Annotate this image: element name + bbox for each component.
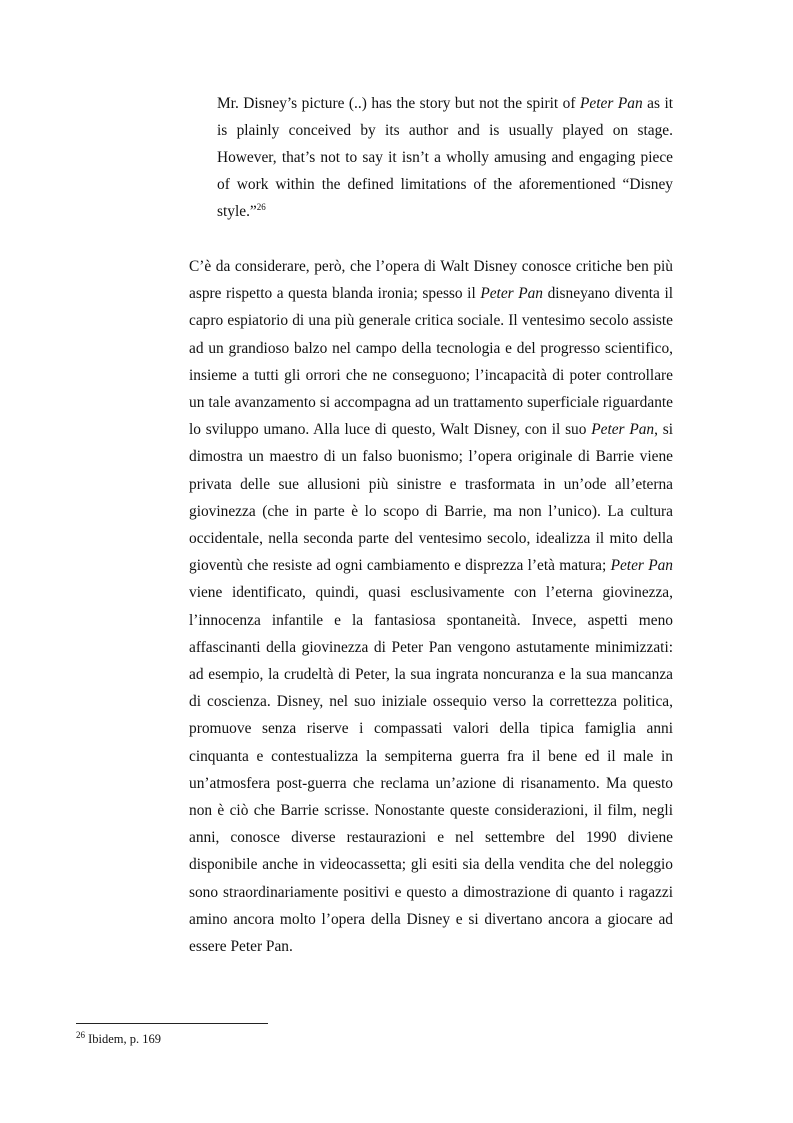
- footnote-text: Ibidem, p. 169: [85, 1032, 162, 1046]
- body-text-2: disneyano diventa il capro espiatorio di una più generale critica sociale. Il ventesimo secolo assiste ad un grandioso balzo nel campo della tecnologia e del progresso scientifico, insieme a tutti gli orrori che ne conseguono; l’incapacità di poter controllare un tale avanzamento si accompagna ad un trattamento superficiale riguardante lo sviluppo umano. Alla luce di questo, Walt Disney, con il suo: [189, 285, 673, 439]
- body-text-4: viene identificato, quindi, quasi esclusivamente con l’eterna giovinezza, l’innocenza infantile e la fantasiosa spontaneità. Invece, aspetti meno affascinanti della giovinezza di Peter Pan vengono astutamente minimizzati: ad esempio, la crudeltà di Peter, la sua ingrata noncuranza e la sua mancanza di coscienza. Disney, nel suo iniziale ossequio verso la correttezza politica, promuove senza riserve i compassati valori della tipica famiglia anni cinquanta e contestualizza la sempiterna guerra fra il bene ed il male in un’atmosfera post-guerra che reclama un’azione di risanamento. Ma questo non è ciò che Barrie scrisse. Nonostante queste considerazioni, il film, negli anni, conosce diverse restaurazioni e nel settembre del 1990 diviene disponibile anche in videocassetta; gli esiti sia della vendita che del noleggio sono straordinariamente positivi e questo a dimostrazione di quanto i ragazzi amino ancora molto l’opera della Disney e si divertano ancora a giocare ad essere Peter Pan.: [189, 584, 673, 956]
- quote-book-title: Peter Pan: [580, 95, 643, 112]
- footnote-number: 26: [76, 1029, 85, 1040]
- body-paragraph: [189, 253, 673, 960]
- body-book-title-3: Peter Pan: [610, 557, 673, 575]
- body-text-3: , si dimostra un maestro di un falso buonismo; l’opera originale di Barrie viene privata delle sue allusioni più sinistre e trasformata in un’ode all’eterna giovinezza (che in parte è lo scopo di Barrie, ma non l’unico). La cultura occidentale, nella seconda parte del ventesimo secolo, idealizza il mito della gioventù che resiste ad ogni cambiamento e disprezza l’età matura;: [189, 421, 673, 575]
- footnote-reference: 26: [256, 201, 266, 212]
- footnote-separator: [76, 1023, 268, 1024]
- body-book-title-1: Peter Pan: [480, 285, 544, 303]
- body-text-1: C’è da considerare, però, che l’opera di Walt Disney conosce critiche ben più aspre rispetto a questa blanda ironia; spesso il: [189, 258, 673, 303]
- quote-text-2: as it is plainly conceived by its author and is usually played on stage. However, that’s not to say it isn’t a wholly amusing and engaging piece of work within the defined limitations of the aforementioned “Disney style.”: [217, 95, 674, 220]
- footnote: [76, 1031, 161, 1047]
- quote-text-1: Mr. Disney’s picture (..) has the story but not the spirit of: [217, 95, 581, 112]
- body-book-title-2: Peter Pan: [591, 421, 655, 439]
- block-quote: [217, 90, 673, 225]
